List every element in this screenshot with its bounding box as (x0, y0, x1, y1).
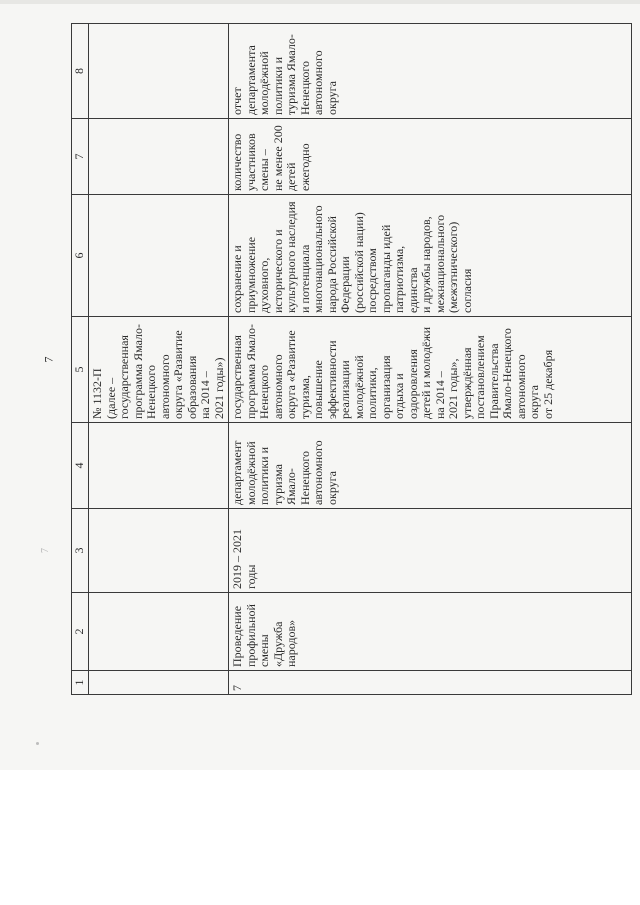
table-cell (229, 24, 632, 119)
cell-text: государственная программа Ямало- Ненецкого автономного округа «Развитие туризма, повышение эффективности реализации молодёжной политики, организация отдыха и оздоровления детей и молодёжи на 2014 – 2021 годы», утверждённая постановлением Правительства Ямало-Ненецкого автономного округа от 25 декабря (230, 323, 555, 419)
table-cell (89, 671, 229, 695)
table-cell (229, 317, 632, 423)
table-row (229, 24, 632, 695)
cell-text: 2019 – 2021 годы (230, 529, 258, 589)
cell-text: Проведение профильной смены «Дружба народов» (230, 604, 298, 667)
header-cell: 7 (72, 119, 89, 195)
cell-text: 7 (230, 685, 244, 691)
header-row (72, 24, 89, 695)
cell-text: отчет департамента молодёжной политики и туризма Ямало- Ненецкого автономного округа (230, 34, 339, 115)
table-cell (229, 119, 632, 195)
table-cell (229, 195, 632, 317)
cell-text: № 1132-П (далее – государственная программа Ямало- Ненецкого автономного округа «Развитие образования на 2014 – 2021 годы») (90, 323, 226, 419)
cell-text: количество участников смены – не менее 200 детей ежегодно (230, 125, 312, 191)
page-number: 7 (41, 356, 56, 363)
header-cell: 3 (72, 509, 89, 593)
table-cell (229, 509, 632, 593)
table-cell (229, 423, 632, 509)
table-cell (89, 119, 229, 195)
table-cell (89, 317, 229, 423)
cell-text: сохранение и приумножение духовного, исторического и культурного наследия и потенциала многонационального народа Российской Федерации (российской нации) посредством пропаганды идей патриотизма, единства и дружбы народов, межнационального (межэтнического) согласия (230, 201, 474, 313)
header-cell: 2 (72, 593, 89, 671)
bleed-through-mark: 7 (40, 548, 51, 553)
plan-table (71, 23, 632, 695)
table-cell (89, 423, 229, 509)
table-cell (89, 509, 229, 593)
table-cell (89, 195, 229, 317)
table-cell (89, 593, 229, 671)
table-row (89, 24, 229, 695)
scan-dust-dot (36, 742, 39, 745)
plan-table-rotated (71, 24, 632, 695)
table-cell (89, 24, 229, 119)
header-cell: 1 (72, 671, 89, 695)
cell-text: департамент молодёжной политики и туризма Ямало- Ненецкого автономного округа (230, 440, 339, 505)
table-cell (229, 593, 632, 671)
header-cell: 8 (72, 24, 89, 119)
header-cell: 4 (72, 423, 89, 509)
header-cell: 6 (72, 195, 89, 317)
header-cell: 5 (72, 317, 89, 423)
table-cell (229, 671, 632, 695)
